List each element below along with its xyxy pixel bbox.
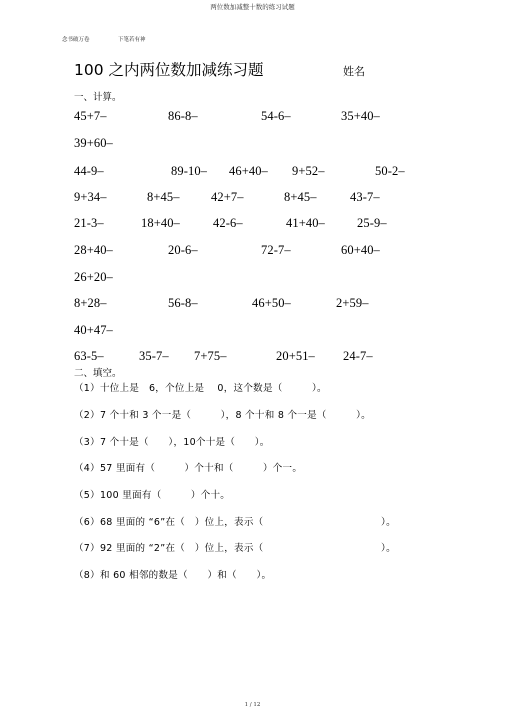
problem: 41+40– — [286, 216, 325, 230]
problem: 20-6– — [168, 243, 198, 257]
problem: 43-7– — [350, 190, 380, 204]
problem: 42+7– — [211, 190, 244, 204]
fill-blank-item: （8）和 60 相邻的数是（ ）和（ ）。 — [74, 570, 272, 581]
problem: 8+45– — [284, 190, 317, 204]
problem: 54-6– — [261, 109, 291, 123]
fill-blank-item: （7）92 里面的 “2”在（ ）位上，表示（ ）。 — [74, 543, 396, 554]
problem: 63-5– — [74, 349, 104, 363]
problem: 7+75– — [194, 349, 227, 363]
section-fill-blank-label: 二、填空。 — [74, 368, 122, 379]
problem: 2+59– — [336, 296, 369, 310]
fill-blank-item: （5）100 里面有（ ）个十。 — [74, 490, 231, 501]
problem: 24-7– — [343, 349, 373, 363]
problem: 26+20– — [74, 270, 113, 284]
fill-blank-item: （6）68 里面的 “6”在（ ）位上，表示（ ）。 — [74, 517, 396, 528]
problem: 28+40– — [74, 243, 113, 257]
problem: 18+40– — [141, 216, 180, 230]
fill-blank-item: （3）7 个十是（ ），10个十是（ ）。 — [74, 437, 270, 448]
motto-left: 念书破万卷 — [62, 37, 90, 43]
problem: 44-9– — [74, 164, 104, 178]
problem: 89-10– — [171, 164, 208, 178]
problem: 46+50– — [252, 296, 291, 310]
name-label: 姓名 — [343, 65, 365, 78]
header-title: 两位数加减整十数的练习试题 — [210, 3, 295, 11]
problem: 50-2– — [375, 164, 405, 178]
problem: 35+40– — [341, 109, 380, 123]
problem: 20+51– — [276, 349, 315, 363]
fill-blank-item: （1）十位上是 6，个位上是 0，这个数是（ ）。 — [74, 383, 327, 394]
problem: 72-7– — [261, 243, 291, 257]
problem: 46+40– — [229, 164, 268, 178]
page-number: 1 / 12 — [244, 702, 261, 708]
problem: 8+28– — [74, 296, 107, 310]
problem: 56-8– — [168, 296, 198, 310]
fill-blank-item: （4）57 里面有（ ）个十和（ ）个一。 — [74, 463, 303, 474]
motto-right: 下笔若有神 — [118, 37, 146, 43]
section-calculation-label: 一、计算。 — [74, 92, 122, 103]
problem: 45+7– — [74, 109, 107, 123]
problem: 35-7– — [139, 349, 169, 363]
problem: 40+47– — [74, 323, 113, 337]
page-title: 100 之内两位数加减练习题 — [74, 61, 264, 79]
problem: 86-8– — [168, 109, 198, 123]
problem: 8+45– — [147, 190, 180, 204]
problem: 9+34– — [74, 190, 107, 204]
problem: 9+52– — [292, 164, 325, 178]
problem: 42-6– — [213, 216, 243, 230]
problem: 60+40– — [341, 243, 380, 257]
problem: 21-3– — [74, 216, 104, 230]
fill-blank-item: （2）7 个十和 3 个一是（ ），8 个十和 8 个一是（ ）。 — [74, 410, 371, 421]
problem: 25-9– — [357, 216, 387, 230]
problem: 39+60– — [74, 136, 113, 150]
